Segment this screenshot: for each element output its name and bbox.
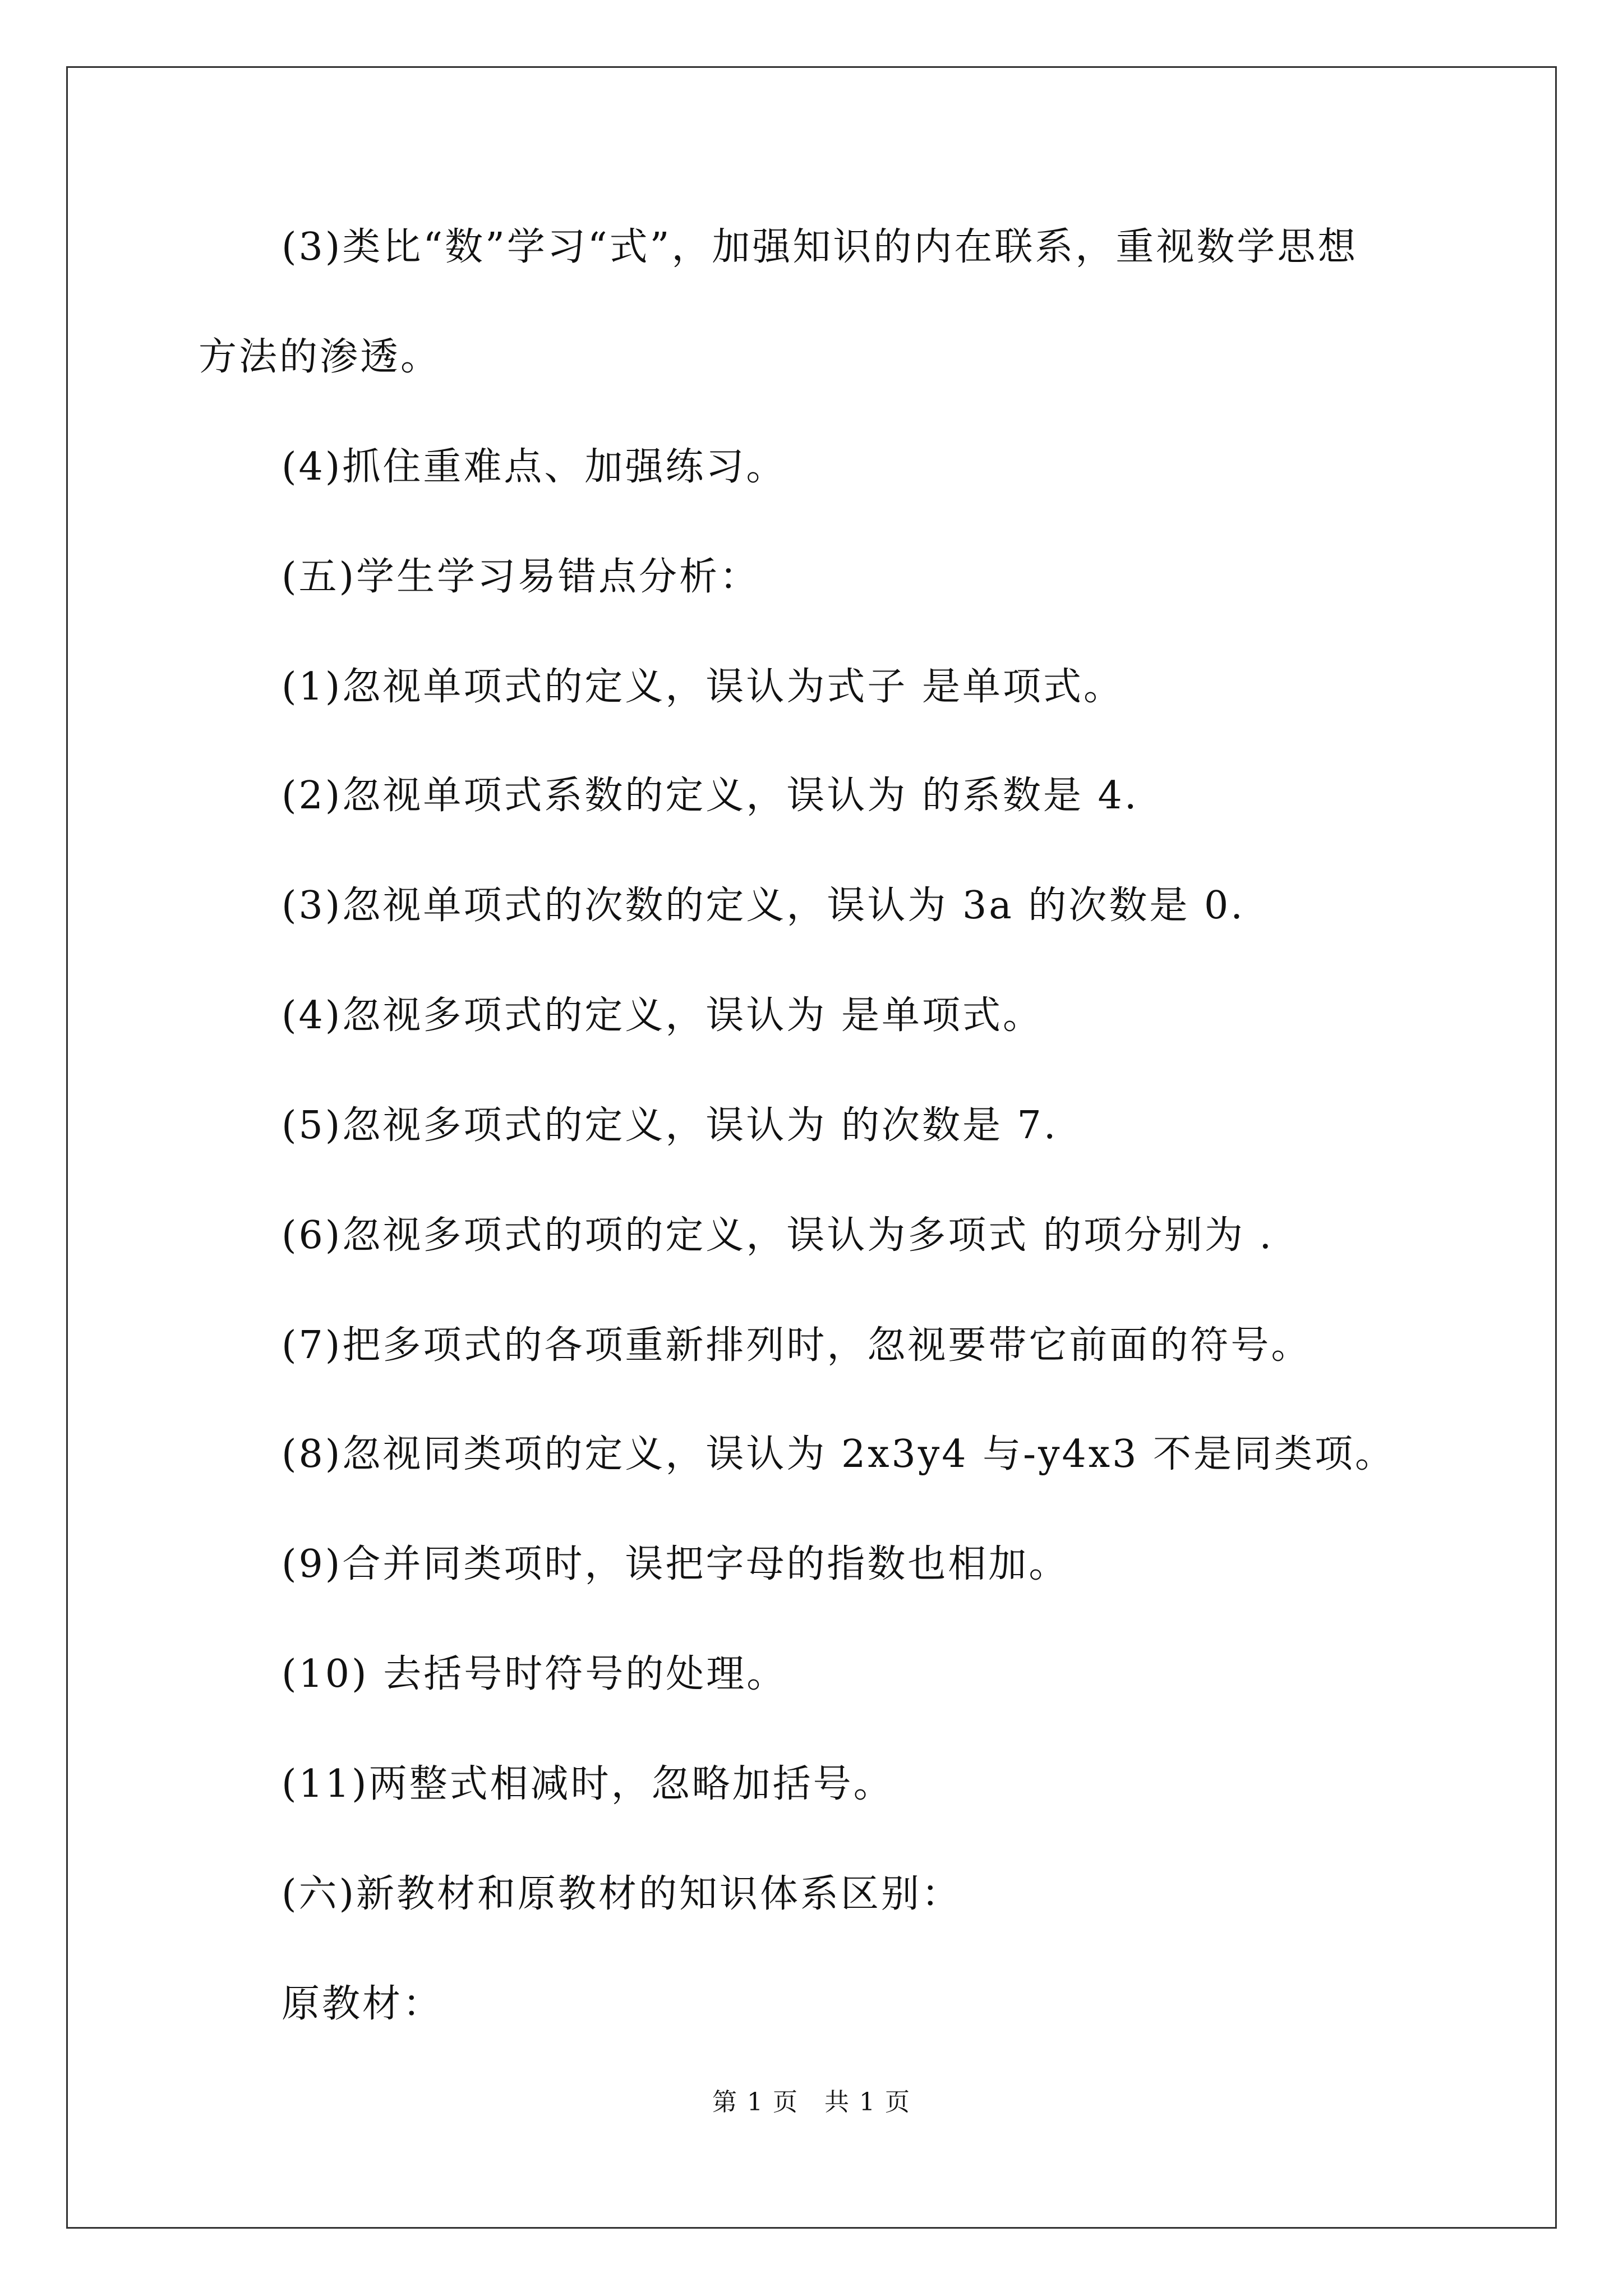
paragraph-line: (3)类比“数”学习“式”，加强知识的内在联系，重视数学思想 [282, 225, 1358, 269]
section-heading: (六)新教材和原教材的知识体系区别： [282, 1872, 962, 1916]
paragraph-line: 原教材： [282, 1982, 444, 2026]
paragraph-line: (1)忽视单项式的定义，误认为式子 是单项式。 [282, 665, 1124, 709]
paragraph-line: (4)抓住重难点、加强练习。 [282, 445, 787, 489]
paragraph-line: (8)忽视同类项的定义，误认为 2x3y4 与-y4x3 不是同类项。 [282, 1432, 1395, 1476]
paragraph-line: (3)忽视单项式的次数的定义，误认为 3a 的次数是 0. [282, 884, 1245, 928]
paragraph-line: (6)忽视多项式的项的定义，误认为多项式 的项分别为 . [282, 1213, 1274, 1258]
paragraph-line: (2)忽视单项式系数的定义，误认为 的系数是 4. [282, 774, 1139, 818]
paragraph-line: (11)两整式相减时，忽略加括号。 [282, 1762, 894, 1806]
paragraph-line: (7)把多项式的各项重新排列时，忽视要带它前面的符号。 [282, 1323, 1312, 1368]
page-footer: 第 1 页 共 1 页 [712, 2088, 911, 2116]
paragraph-line: 方法的渗透。 [199, 335, 441, 379]
section-heading: (五)学生学习易错点分析： [282, 555, 760, 599]
paragraph-line: (5)忽视多项式的定义，误认为 的次数是 7. [282, 1103, 1058, 1148]
paragraph-line: (4)忽视多项式的定义，误认为 是单项式。 [282, 993, 1043, 1038]
paragraph-line: (9)合并同类项时，误把字母的指数也相加。 [282, 1542, 1069, 1586]
paragraph-line: (10) 去括号时符号的处理。 [282, 1652, 787, 1696]
